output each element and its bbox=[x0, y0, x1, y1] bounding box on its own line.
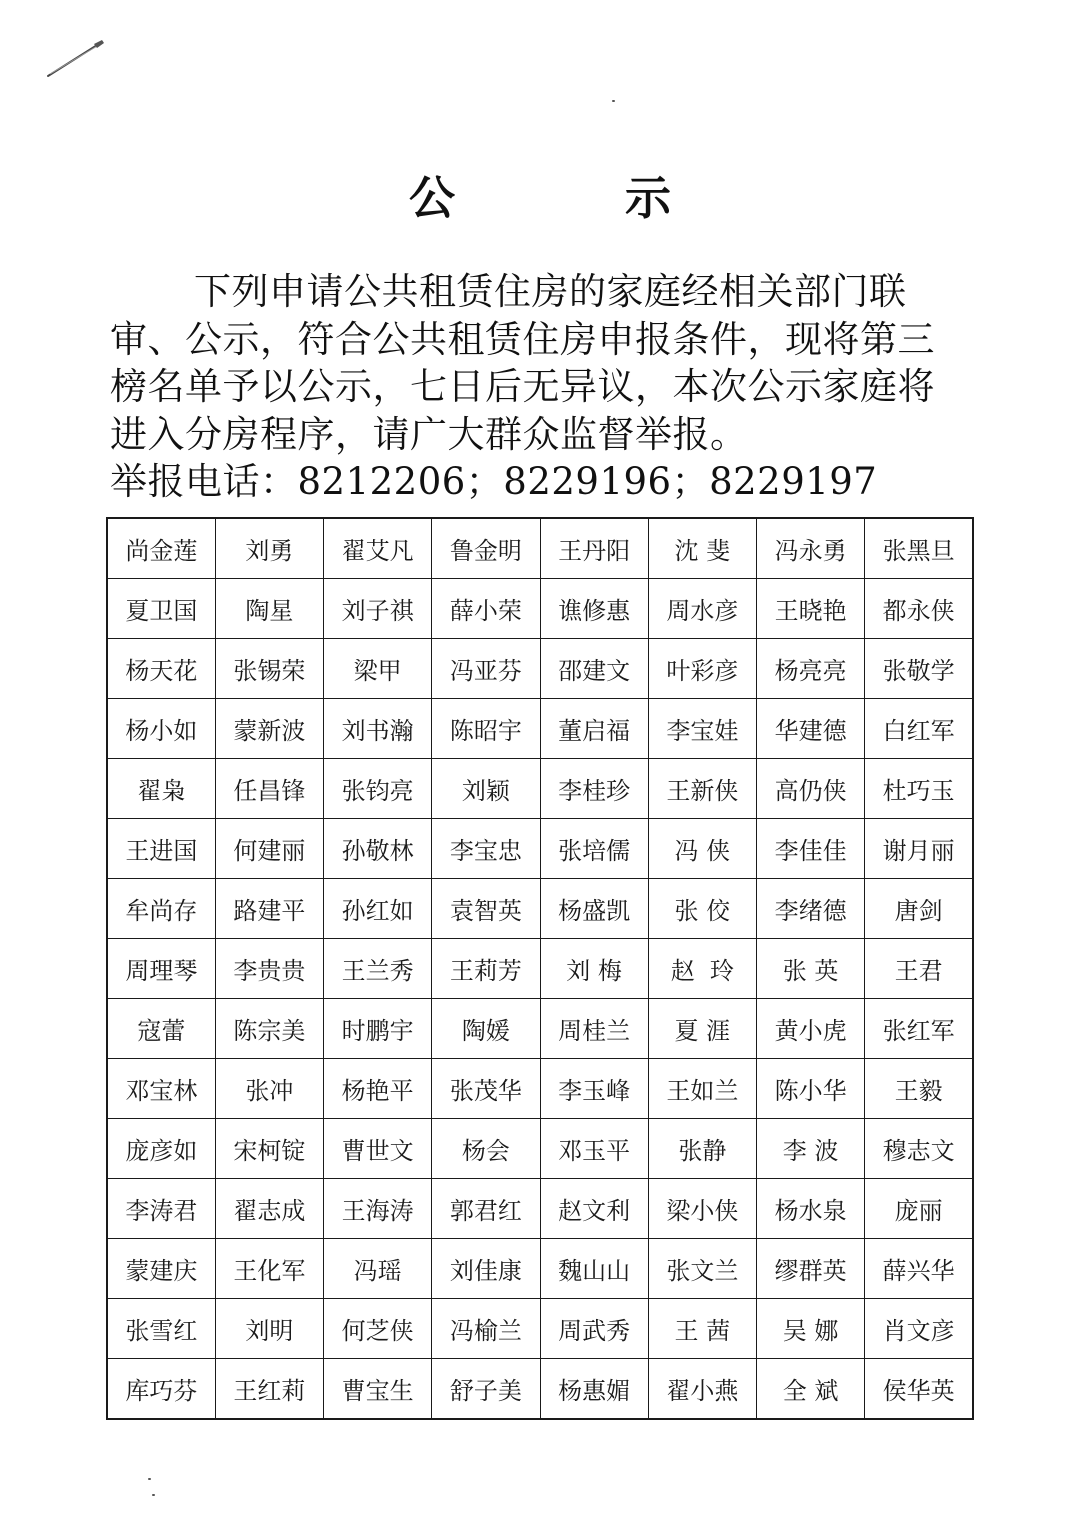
name-cell: 张静 bbox=[648, 1119, 756, 1179]
paper-speck bbox=[612, 100, 615, 102]
name-cell: 李宝娃 bbox=[648, 699, 756, 759]
name-cell: 李玉峰 bbox=[540, 1059, 648, 1119]
table-row bbox=[107, 1179, 973, 1239]
name-cell: 杨惠媚 bbox=[540, 1359, 648, 1420]
name-cell: 尚金莲 bbox=[107, 518, 215, 579]
report-phone-line: 举报电话：8212206；8229196；8229197 bbox=[110, 460, 878, 503]
pen-scratch-mark bbox=[44, 36, 108, 80]
name-cell: 杨盛凯 bbox=[540, 879, 648, 939]
name-cell: 董启福 bbox=[540, 699, 648, 759]
name-cell: 张冲 bbox=[215, 1059, 323, 1119]
name-cell: 谯修惠 bbox=[540, 579, 648, 639]
name-cell: 鲁金明 bbox=[432, 518, 540, 579]
table-row bbox=[107, 639, 973, 699]
name-cell: 唐剑 bbox=[865, 879, 973, 939]
names-table bbox=[106, 517, 974, 1420]
name-cell: 刘子祺 bbox=[324, 579, 432, 639]
name-cell: 都永侠 bbox=[865, 579, 973, 639]
name-cell: 李桂珍 bbox=[540, 759, 648, 819]
table-row bbox=[107, 939, 973, 999]
name-cell: 张 英 bbox=[757, 939, 865, 999]
name-cell: 梁小侠 bbox=[648, 1179, 756, 1239]
name-cell: 蒙建庆 bbox=[107, 1239, 215, 1299]
name-cell: 王化军 bbox=[215, 1239, 323, 1299]
table-row bbox=[107, 819, 973, 879]
table-row bbox=[107, 879, 973, 939]
table-row bbox=[107, 1299, 973, 1359]
name-cell: 陈小华 bbox=[757, 1059, 865, 1119]
table-row bbox=[107, 518, 973, 579]
name-cell: 刘颖 bbox=[432, 759, 540, 819]
name-cell: 缪群英 bbox=[757, 1239, 865, 1299]
table-row bbox=[107, 1239, 973, 1299]
table-row bbox=[107, 1119, 973, 1179]
name-cell: 曹世文 bbox=[324, 1119, 432, 1179]
name-cell: 杜巧玉 bbox=[865, 759, 973, 819]
table-row bbox=[107, 999, 973, 1059]
name-cell: 张 佼 bbox=[648, 879, 756, 939]
name-cell: 邓玉平 bbox=[540, 1119, 648, 1179]
name-cell: 李佳佳 bbox=[757, 819, 865, 879]
name-cell: 蒙新波 bbox=[215, 699, 323, 759]
name-cell: 何建丽 bbox=[215, 819, 323, 879]
name-cell: 穆志文 bbox=[865, 1119, 973, 1179]
table-row bbox=[107, 1359, 973, 1420]
name-cell: 叶彩彦 bbox=[648, 639, 756, 699]
name-cell: 王丹阳 bbox=[540, 518, 648, 579]
name-cell: 张雪红 bbox=[107, 1299, 215, 1359]
name-cell: 翟志成 bbox=[215, 1179, 323, 1239]
name-cell: 张敬学 bbox=[865, 639, 973, 699]
name-cell: 陶媛 bbox=[432, 999, 540, 1059]
name-cell: 张钧亮 bbox=[324, 759, 432, 819]
name-cell: 孙敬林 bbox=[324, 819, 432, 879]
name-cell: 沈 斐 bbox=[648, 518, 756, 579]
name-cell: 翟小燕 bbox=[648, 1359, 756, 1420]
name-cell: 翟枭 bbox=[107, 759, 215, 819]
name-cell: 舒子美 bbox=[432, 1359, 540, 1420]
name-cell: 冯瑶 bbox=[324, 1239, 432, 1299]
name-cell: 冯 侠 bbox=[648, 819, 756, 879]
name-cell: 张红军 bbox=[865, 999, 973, 1059]
table-row bbox=[107, 699, 973, 759]
name-cell: 王进国 bbox=[107, 819, 215, 879]
name-cell: 刘 梅 bbox=[540, 939, 648, 999]
name-cell: 赵文利 bbox=[540, 1179, 648, 1239]
name-cell: 翟艾凡 bbox=[324, 518, 432, 579]
notice-paragraph: 下列申请公共租赁住房的家庭经相关部门联审、公示，符合公共租赁住房申报条件，现将第三榜名单予以公示，七日后无异议，本次公示家庭将进入分房程序，请广大群众监督举报。 bbox=[110, 270, 935, 456]
name-cell: 高仍侠 bbox=[757, 759, 865, 819]
name-cell: 陈宗美 bbox=[215, 999, 323, 1059]
title-char: 公 bbox=[409, 171, 455, 225]
name-cell: 时鹏宇 bbox=[324, 999, 432, 1059]
name-cell: 杨会 bbox=[432, 1119, 540, 1179]
name-cell: 李贵贵 bbox=[215, 939, 323, 999]
name-cell: 谢月丽 bbox=[865, 819, 973, 879]
name-cell: 张茂华 bbox=[432, 1059, 540, 1119]
name-cell: 何芝侠 bbox=[324, 1299, 432, 1359]
name-cell: 周理琴 bbox=[107, 939, 215, 999]
name-cell: 李绪德 bbox=[757, 879, 865, 939]
table-row bbox=[107, 579, 973, 639]
name-cell: 李涛君 bbox=[107, 1179, 215, 1239]
name-cell: 王君 bbox=[865, 939, 973, 999]
name-cell: 陈昭宇 bbox=[432, 699, 540, 759]
name-cell: 薛兴华 bbox=[865, 1239, 973, 1299]
name-cell: 夏卫国 bbox=[107, 579, 215, 639]
name-cell: 白红军 bbox=[865, 699, 973, 759]
name-cell: 王海涛 bbox=[324, 1179, 432, 1239]
notice-title bbox=[0, 162, 1080, 228]
name-cell: 全 斌 bbox=[757, 1359, 865, 1420]
name-cell: 薛小荣 bbox=[432, 579, 540, 639]
table-row bbox=[107, 759, 973, 819]
name-cell: 邵建文 bbox=[540, 639, 648, 699]
name-cell: 冯亚芬 bbox=[432, 639, 540, 699]
name-cell: 张文兰 bbox=[648, 1239, 756, 1299]
name-cell: 周武秀 bbox=[540, 1299, 648, 1359]
name-cell: 杨水泉 bbox=[757, 1179, 865, 1239]
name-cell: 肖文彦 bbox=[865, 1299, 973, 1359]
name-cell: 李宝忠 bbox=[432, 819, 540, 879]
name-cell: 任昌锋 bbox=[215, 759, 323, 819]
name-cell: 庞丽 bbox=[865, 1179, 973, 1239]
name-cell: 刘书瀚 bbox=[324, 699, 432, 759]
name-cell: 冯永勇 bbox=[757, 518, 865, 579]
name-cell: 王兰秀 bbox=[324, 939, 432, 999]
name-cell: 赵 玲 bbox=[648, 939, 756, 999]
name-cell: 王如兰 bbox=[648, 1059, 756, 1119]
name-cell: 华建德 bbox=[757, 699, 865, 759]
name-cell: 梁甲 bbox=[324, 639, 432, 699]
name-cell: 张锡荣 bbox=[215, 639, 323, 699]
title-char: 示 bbox=[625, 171, 671, 225]
name-cell: 刘明 bbox=[215, 1299, 323, 1359]
name-cell: 王红莉 bbox=[215, 1359, 323, 1420]
name-cell: 王毅 bbox=[865, 1059, 973, 1119]
name-cell: 刘佳康 bbox=[432, 1239, 540, 1299]
paper-speck bbox=[152, 1494, 155, 1496]
name-cell: 周水彦 bbox=[648, 579, 756, 639]
name-cell: 黄小虎 bbox=[757, 999, 865, 1059]
name-cell: 袁智英 bbox=[432, 879, 540, 939]
name-cell: 魏山山 bbox=[540, 1239, 648, 1299]
name-cell: 郭君红 bbox=[432, 1179, 540, 1239]
notice-body bbox=[110, 268, 950, 506]
name-cell: 王莉芳 bbox=[432, 939, 540, 999]
name-cell: 庞彦如 bbox=[107, 1119, 215, 1179]
name-cell: 杨艳平 bbox=[324, 1059, 432, 1119]
name-cell: 王 茜 bbox=[648, 1299, 756, 1359]
name-cell: 王新侠 bbox=[648, 759, 756, 819]
name-cell: 曹宝生 bbox=[324, 1359, 432, 1420]
name-cell: 杨天花 bbox=[107, 639, 215, 699]
name-cell: 周桂兰 bbox=[540, 999, 648, 1059]
name-cell: 冯榆兰 bbox=[432, 1299, 540, 1359]
name-cell: 库巧芬 bbox=[107, 1359, 215, 1420]
name-cell: 杨亮亮 bbox=[757, 639, 865, 699]
paper-speck bbox=[148, 1478, 151, 1480]
name-cell: 张培儒 bbox=[540, 819, 648, 879]
name-cell: 张黑旦 bbox=[865, 518, 973, 579]
name-cell: 侯华英 bbox=[865, 1359, 973, 1420]
name-cell: 夏 涯 bbox=[648, 999, 756, 1059]
name-cell: 牟尚存 bbox=[107, 879, 215, 939]
name-cell: 宋柯锭 bbox=[215, 1119, 323, 1179]
name-cell: 寇蕾 bbox=[107, 999, 215, 1059]
name-cell: 陶星 bbox=[215, 579, 323, 639]
name-cell: 路建平 bbox=[215, 879, 323, 939]
name-cell: 王晓艳 bbox=[757, 579, 865, 639]
name-cell: 邓宝林 bbox=[107, 1059, 215, 1119]
name-cell: 孙红如 bbox=[324, 879, 432, 939]
name-cell: 吴 娜 bbox=[757, 1299, 865, 1359]
table-row bbox=[107, 1059, 973, 1119]
name-cell: 李 波 bbox=[757, 1119, 865, 1179]
name-cell: 杨小如 bbox=[107, 699, 215, 759]
name-cell: 刘勇 bbox=[215, 518, 323, 579]
